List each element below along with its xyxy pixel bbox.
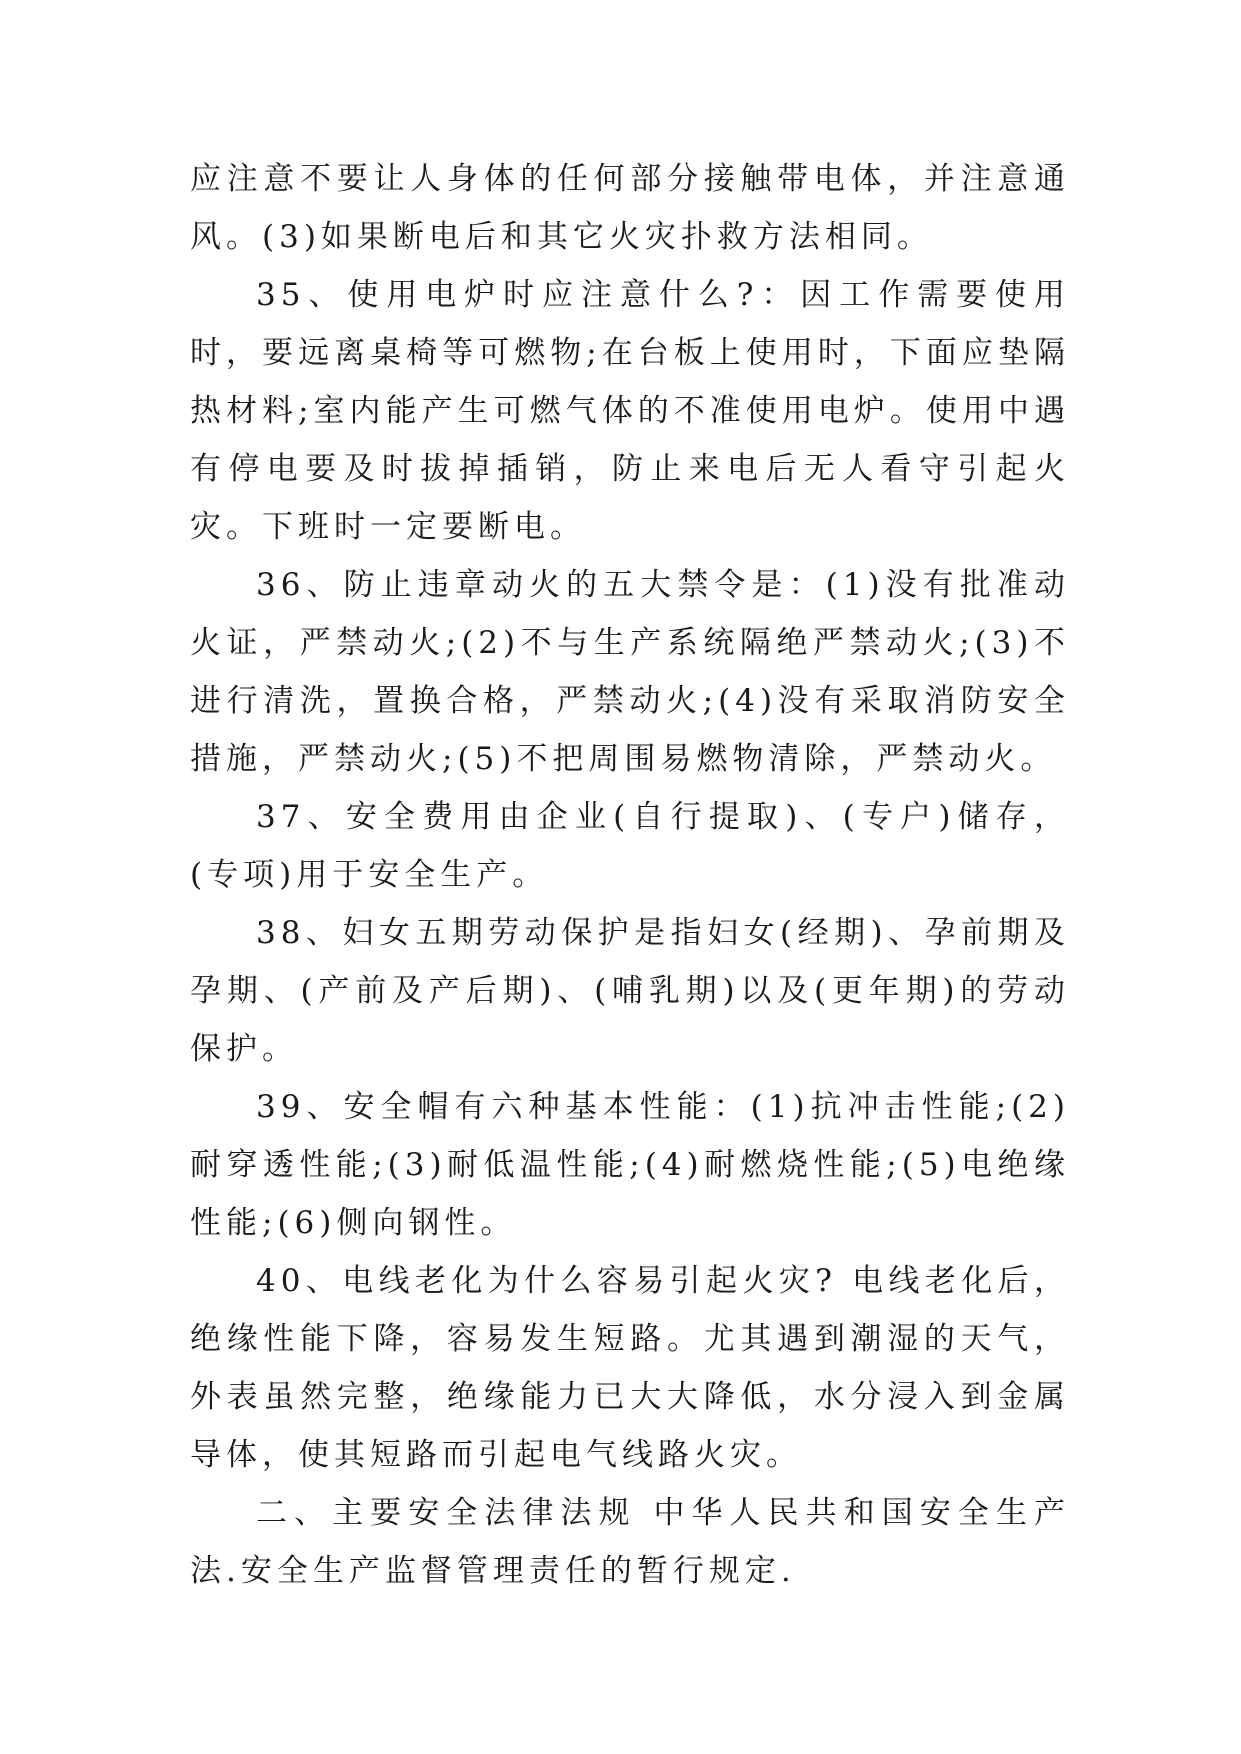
document-page — [190, 150, 1070, 1600]
paragraph-38: 38、妇女五期劳动保护是指妇女(经期)、孕前期及孕期、(产前及产后期)、(哺乳期)以及(更年期)的劳动保护。 — [190, 915, 1070, 1067]
paragraph-37: 37、安全费用由企业(自行提取)、(专户)储存，(专项)用于安全生产。 — [190, 799, 1070, 893]
paragraph-35: 35、使用电炉时应注意什么?：因工作需要使用时，要远离桌椅等可燃物;在台板上使用时，下面应垫隔热材料;室内能产生可燃气体的不准使用电炉。使用中遇有停电要及时拔掉插销，防止来电后无人看守引起火灾。下班时一定要断电。 — [190, 277, 1070, 545]
paragraph-1: 应注意不要让人身体的任何部分接触带电体，并注意通风。(3)如果断电后和其它火灾扑救方法相同。 — [190, 161, 1070, 255]
paragraph-36: 36、防止违章动火的五大禁令是：(1)没有批准动火证，严禁动火;(2)不与生产系统隔绝严禁动火;(3)不进行清洗，置换合格，严禁动火;(4)没有采取消防安全措施，严禁动火;(5)不把周围易燃物清除，严禁动火。 — [190, 567, 1070, 777]
section-heading-laws: 二、主要安全法律法规 中华人民共和国安全生产法.安全生产监督管理责任的暂行规定. — [190, 1495, 1070, 1589]
paragraph-39: 39、安全帽有六种基本性能：(1)抗冲击性能;(2)耐穿透性能;(3)耐低温性能;(4)耐燃烧性能;(5)电绝缘性能;(6)侧向钢性。 — [190, 1089, 1070, 1241]
paragraph-40: 40、电线老化为什么容易引起火灾? 电线老化后，绝缘性能下降，容易发生短路。尤其遇到潮湿的天气，外表虽然完整，绝缘能力已大大降低，水分浸入到金属导体，使其短路而引起电气线路火灾。 — [190, 1263, 1070, 1473]
